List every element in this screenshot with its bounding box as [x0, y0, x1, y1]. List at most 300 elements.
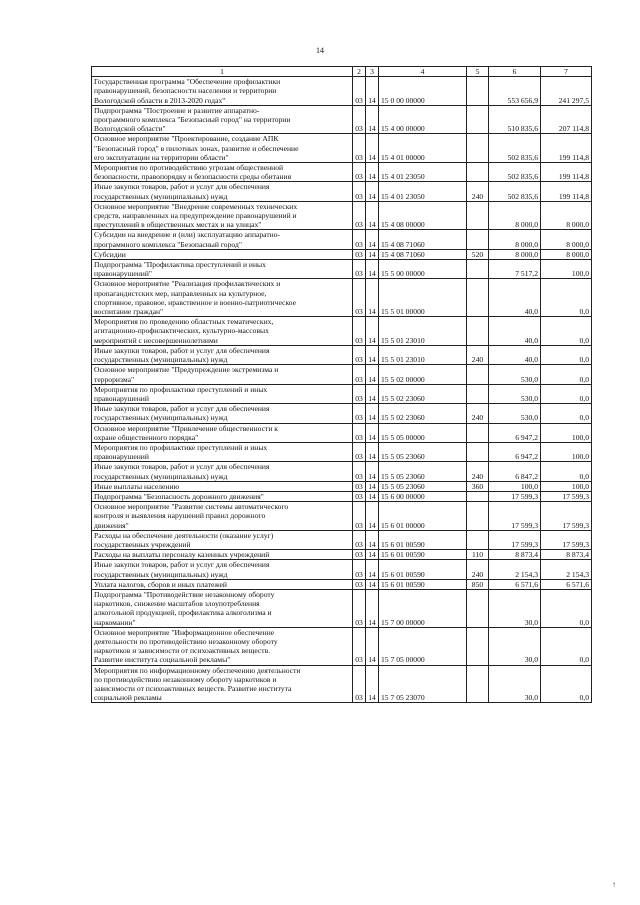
table-row	[92, 77, 592, 106]
row-name-line: государственных (муниципальных) нужд	[94, 355, 228, 365]
row-name-cell	[92, 260, 353, 279]
target-article-cell: 15 5 05 23060	[379, 462, 467, 481]
amount-2020-cell: 0,0	[541, 462, 592, 481]
subsection-code-cell: 14	[366, 462, 379, 481]
amount-2019-cell: 7 517,2	[489, 260, 541, 279]
row-name-line: Мероприятия по профилактике преступлений и иных	[94, 384, 268, 394]
table-row	[92, 627, 592, 665]
amount-2020-cell: 8 000,0	[541, 230, 592, 249]
row-name-line: наркотиков и зависимости от психоактивных веществ.	[94, 646, 271, 656]
amount-2020-cell: 6 571,6	[541, 579, 592, 589]
row-name-cell	[92, 579, 353, 589]
section-code-cell: 03	[353, 182, 366, 201]
expense-type-cell: 850	[467, 579, 489, 589]
expense-type-cell	[467, 665, 489, 703]
expense-type-cell: 240	[467, 404, 489, 423]
target-article-cell: 15 5 01 00000	[379, 279, 467, 317]
amount-2019-cell: 40,0	[489, 317, 541, 346]
row-name-line: охране общественного порядка"	[94, 432, 199, 442]
subsection-code-cell: 14	[366, 481, 379, 491]
row-name-line: терроризма"	[94, 374, 135, 384]
section-code-cell: 03	[353, 260, 366, 279]
table-row	[92, 462, 592, 481]
row-name-line: по противодействию незаконному обороту наркотиков и	[94, 674, 277, 684]
row-name-line: государственных (муниципальных) нужд	[94, 413, 228, 423]
expense-type-cell	[467, 365, 489, 384]
row-name-cell	[92, 462, 353, 481]
row-name-cell	[92, 530, 353, 549]
target-article-cell: 15 5 01 23010	[379, 345, 467, 364]
expense-type-cell	[467, 491, 489, 501]
table-row	[92, 345, 592, 364]
expense-type-cell	[467, 201, 489, 230]
header-row	[92, 67, 592, 77]
target-article-cell: 15 6 01 00590	[379, 579, 467, 589]
table-row	[92, 423, 592, 442]
row-name-line: Основное мероприятие "Внедрение современных технических	[94, 201, 298, 211]
table-row	[92, 665, 592, 703]
target-article-cell: 15 5 05 23060	[379, 481, 467, 491]
row-name	[94, 492, 350, 501]
section-code-cell: 03	[353, 384, 366, 403]
row-name-cell	[92, 404, 353, 423]
subsection-code-cell: 14	[366, 77, 379, 106]
row-name	[94, 580, 350, 589]
row-name-line: средств, направленных на предупреждение правонарушений и	[94, 211, 297, 221]
amount-2019-cell: 2 154,3	[489, 560, 541, 579]
amount-2020-cell: 0,0	[541, 279, 592, 317]
row-name-line: Основное мероприятие "Информационное обеспечение	[94, 627, 275, 637]
row-name-line: контроля и выявления нарушений правил дорожного	[94, 511, 266, 521]
subsection-code-cell: 14	[366, 423, 379, 442]
amount-2020-cell: 0,0	[541, 589, 592, 627]
row-name	[94, 385, 350, 403]
row-name-line: Подпрограмма "Профилактика преступлений и иных	[94, 260, 266, 270]
section-code-cell: 03	[353, 163, 366, 182]
amount-2019-cell: 8 000,0	[489, 249, 541, 259]
expense-type-cell	[467, 442, 489, 461]
row-name-cell	[92, 491, 353, 501]
amount-2020-cell: 100,0	[541, 423, 592, 442]
section-code-cell: 03	[353, 665, 366, 703]
amount-2020-cell: 199 114,8	[541, 163, 592, 182]
amount-2019-cell: 8 000,0	[489, 230, 541, 249]
subsection-code-cell: 14	[366, 665, 379, 703]
row-name	[94, 250, 350, 259]
row-name-line: Иные выплаты населению	[94, 481, 180, 491]
page-number: 14	[316, 46, 324, 55]
amount-2020-cell: 199 114,8	[541, 134, 592, 163]
expense-type-cell	[467, 627, 489, 665]
amount-2019-cell: 40,0	[489, 345, 541, 364]
row-name-cell	[92, 77, 353, 106]
row-name-line: Основное мероприятие "Реализация профилактических и	[94, 279, 281, 289]
row-name-line: правонарушений, безопасности населения и территории	[94, 86, 277, 96]
expense-type-cell: 110	[467, 550, 489, 560]
target-article-cell: 15 6 01 00590	[379, 530, 467, 549]
target-article-cell: 15 7 05 23070	[379, 665, 467, 703]
expense-type-cell	[467, 77, 489, 106]
table-row	[92, 491, 592, 501]
row-name-line: деятельности по противодействию незаконному обороту	[94, 636, 278, 646]
amount-2020-cell: 17 599,3	[541, 502, 592, 531]
row-name-cell	[92, 589, 353, 627]
header-cell: 7	[541, 67, 592, 77]
table-row	[92, 317, 592, 346]
table-row	[92, 550, 592, 560]
target-article-cell: 15 5 02 23060	[379, 384, 467, 403]
table-row	[92, 404, 592, 423]
amount-2020-cell: 0,0	[541, 665, 592, 703]
amount-2020-cell: 199 114,8	[541, 182, 592, 201]
section-code-cell: 03	[353, 442, 366, 461]
section-code-cell: 03	[353, 502, 366, 531]
amount-2020-cell: 207 114,8	[541, 105, 592, 134]
table-row	[92, 279, 592, 317]
subsection-code-cell: 14	[366, 627, 379, 665]
section-code-cell: 03	[353, 579, 366, 589]
target-article-cell: 15 6 00 00000	[379, 491, 467, 501]
row-name	[94, 560, 350, 578]
expense-type-cell: 240	[467, 462, 489, 481]
section-code-cell: 03	[353, 589, 366, 627]
row-name-line: программного комплекса "Безопасный город"	[94, 239, 242, 249]
budget-table	[91, 66, 592, 703]
amount-2019-cell: 100,0	[489, 481, 541, 491]
row-name	[94, 531, 350, 549]
row-name-line: правонарушений	[94, 393, 149, 403]
row-name-cell	[92, 163, 353, 182]
target-article-cell: 15 7 05 00000	[379, 627, 467, 665]
row-name	[94, 163, 350, 181]
row-name-cell	[92, 279, 353, 317]
subsection-code-cell: 14	[366, 279, 379, 317]
row-name	[94, 666, 350, 703]
row-name-line: Иные закупки товаров, работ и услуг для обеспечения	[94, 182, 270, 192]
amount-2020-cell: 8 000,0	[541, 201, 592, 230]
amount-2019-cell: 502 835,6	[489, 134, 541, 163]
row-name	[94, 134, 350, 162]
row-name-line: наркомании"	[94, 617, 136, 627]
row-name-cell	[92, 560, 353, 579]
expense-type-cell	[467, 279, 489, 317]
row-name-line: пропагандистских мер, направленных на культурное,	[94, 288, 267, 298]
row-name-line: "Безопасный город" в пилотных зонах, развитие и обеспечение	[94, 143, 299, 153]
expense-type-cell	[467, 423, 489, 442]
row-name	[94, 502, 350, 530]
row-name	[94, 77, 350, 105]
table-row	[92, 249, 592, 259]
amount-2019-cell: 530,0	[489, 365, 541, 384]
subsection-code-cell: 14	[366, 134, 379, 163]
row-name-cell	[92, 550, 353, 560]
expense-type-cell	[467, 230, 489, 249]
header-cell: 3	[366, 67, 379, 77]
expense-type-cell: 240	[467, 560, 489, 579]
row-name-line: социальной рекламы	[94, 693, 162, 703]
section-code-cell: 03	[353, 404, 366, 423]
target-article-cell: 15 6 01 00000	[379, 502, 467, 531]
subsection-code-cell: 14	[366, 365, 379, 384]
expense-type-cell	[467, 105, 489, 134]
subsection-code-cell: 14	[366, 442, 379, 461]
amount-2019-cell: 8 000,0	[489, 201, 541, 230]
target-article-cell: 15 5 02 23060	[379, 404, 467, 423]
row-name-line: государственных (муниципальных) нужд	[94, 471, 228, 481]
amount-2020-cell: 0,0	[541, 627, 592, 665]
section-code-cell: 03	[353, 491, 366, 501]
table-row	[92, 105, 592, 134]
table-row	[92, 589, 592, 627]
expense-type-cell	[467, 134, 489, 163]
amount-2019-cell: 30,0	[489, 589, 541, 627]
table-row	[92, 530, 592, 549]
amount-2020-cell: 2 154,3	[541, 560, 592, 579]
amount-2019-cell: 8 873,4	[489, 550, 541, 560]
subsection-code-cell: 14	[366, 201, 379, 230]
expense-type-cell	[467, 589, 489, 627]
header-cell: 1	[92, 67, 353, 77]
subsection-code-cell: 14	[366, 502, 379, 531]
target-article-cell: 15 5 05 00000	[379, 423, 467, 442]
subsection-code-cell: 14	[366, 560, 379, 579]
row-name-line: государственных (муниципальных) нужд	[94, 569, 228, 579]
row-name-line: движения"	[94, 520, 129, 530]
row-name	[94, 628, 350, 665]
subsection-code-cell: 14	[366, 404, 379, 423]
amount-2019-cell: 30,0	[489, 665, 541, 703]
header-cell: 6	[489, 67, 541, 77]
target-article-cell: 15 0 00 00000	[379, 77, 467, 106]
table-row	[92, 163, 592, 182]
row-name-cell	[92, 481, 353, 491]
row-name	[94, 424, 350, 442]
row-name-cell	[92, 665, 353, 703]
amount-2020-cell: 100,0	[541, 481, 592, 491]
row-name-cell	[92, 249, 353, 259]
row-name-cell	[92, 105, 353, 134]
amount-2019-cell: 40,0	[489, 279, 541, 317]
table-row	[92, 560, 592, 579]
amount-2020-cell: 17 599,3	[541, 491, 592, 501]
amount-2020-cell: 17 599,3	[541, 530, 592, 549]
row-name-line: Иные закупки товаров, работ и услуг для обеспечения	[94, 560, 270, 570]
table-row	[92, 384, 592, 403]
amount-2020-cell: 8 000,0	[541, 249, 592, 259]
amount-2019-cell: 30,0	[489, 627, 541, 665]
row-name-line: Расходы на выплаты персоналу казенных учреждений	[94, 550, 270, 560]
table-row	[92, 230, 592, 249]
scan-edge-mark: ↑	[612, 880, 616, 889]
section-code-cell: 03	[353, 105, 366, 134]
row-name-line: Основное мероприятие "Привлечение общественности к	[94, 423, 278, 433]
amount-2020-cell: 0,0	[541, 384, 592, 403]
target-article-cell: 15 5 02 00000	[379, 365, 467, 384]
target-article-cell: 15 4 01 23050	[379, 182, 467, 201]
row-name	[94, 550, 350, 559]
expense-type-cell: 520	[467, 249, 489, 259]
row-name-line: Вологодской области"	[94, 124, 166, 134]
table-row	[92, 134, 592, 163]
section-code-cell: 03	[353, 560, 366, 579]
amount-2020-cell: 241 297,5	[541, 77, 592, 106]
table-row	[92, 365, 592, 384]
row-name-line: зависимости от психоактивных веществ. Развитие института	[94, 684, 292, 693]
section-code-cell: 03	[353, 134, 366, 163]
amount-2019-cell: 17 599,3	[489, 491, 541, 501]
target-article-cell: 15 4 08 71060	[379, 249, 467, 259]
header-cell: 4	[379, 67, 467, 77]
section-code-cell: 03	[353, 201, 366, 230]
amount-2019-cell: 530,0	[489, 384, 541, 403]
row-name-line: Мероприятия по проведению областных тематических,	[94, 317, 274, 327]
subsection-code-cell: 14	[366, 530, 379, 549]
row-name-line: государственных (муниципальных) нужд	[94, 191, 228, 201]
expense-type-cell: 240	[467, 182, 489, 201]
section-code-cell: 03	[353, 481, 366, 491]
subsection-code-cell: 14	[366, 317, 379, 346]
amount-2019-cell: 502 835,6	[489, 182, 541, 201]
row-name-line: Вологодской области в 2013-2020 годах"	[94, 95, 226, 105]
amount-2019-cell: 502 835,6	[489, 163, 541, 182]
row-name-line: правонарушений"	[94, 269, 152, 279]
row-name-line: Мероприятия по информационному обеспечению деятельности	[94, 665, 301, 675]
row-name-line: Государственная программа "Обеспечение профилактики	[94, 77, 281, 87]
row-name-line: Подпрограмма "Противодействие незаконному обороту	[94, 589, 275, 599]
row-name	[94, 317, 350, 345]
section-code-cell: 03	[353, 423, 366, 442]
row-name-cell	[92, 384, 353, 403]
row-name-line: Подпрограмма "Построение и развитие аппаратно-	[94, 105, 260, 115]
target-article-cell: 15 4 01 23050	[379, 163, 467, 182]
amount-2020-cell: 100,0	[541, 442, 592, 461]
target-article-cell: 15 4 08 71060	[379, 230, 467, 249]
table-row	[92, 260, 592, 279]
amount-2019-cell: 17 599,3	[489, 502, 541, 531]
amount-2019-cell: 6 947,2	[489, 423, 541, 442]
row-name-line: Основное мероприятие "Предупреждение экстремизма и	[94, 365, 279, 375]
header-cell: 2	[353, 67, 366, 77]
header-cell: 5	[467, 67, 489, 77]
row-name	[94, 346, 350, 364]
row-name-cell	[92, 230, 353, 249]
row-name-cell	[92, 365, 353, 384]
amount-2020-cell: 8 873,4	[541, 550, 592, 560]
amount-2019-cell: 6 571,6	[489, 579, 541, 589]
row-name-line: Мероприятия по противодействию угрозам общественной	[94, 163, 284, 173]
target-article-cell: 15 6 01 00590	[379, 560, 467, 579]
row-name-cell	[92, 134, 353, 163]
target-article-cell: 15 4 01 00000	[379, 134, 467, 163]
row-name-line: алкогольной продукцией, профилактика алкоголизма и	[94, 608, 272, 618]
expense-type-cell: 240	[467, 345, 489, 364]
amount-2020-cell: 0,0	[541, 317, 592, 346]
row-name-line: Основное мероприятие "Развитие системы автоматического	[94, 502, 289, 512]
row-name-line: Иные закупки товаров, работ и услуг для обеспечения	[94, 404, 270, 414]
table-row	[92, 442, 592, 461]
row-name-line: программного комплекса "Безопасный город" на территории	[94, 115, 291, 125]
section-code-cell: 03	[353, 317, 366, 346]
row-name-cell	[92, 627, 353, 665]
expense-type-cell	[467, 317, 489, 346]
row-name-line: Субсидии на внедрение и (или) эксплуатацию аппаратно-	[94, 230, 281, 240]
subsection-code-cell: 14	[366, 105, 379, 134]
row-name-line: Развитие института социальной рекламы"	[94, 655, 231, 665]
subsection-code-cell: 14	[366, 230, 379, 249]
row-name	[94, 106, 350, 134]
section-code-cell: 03	[353, 77, 366, 106]
row-name-line: спортивное, правовое, нравственное и военно-патриотическое	[94, 297, 296, 307]
subsection-code-cell: 14	[366, 260, 379, 279]
row-name-line: наркотиков, снижение масштабов злоупотребления	[94, 599, 260, 609]
expense-type-cell: 360	[467, 481, 489, 491]
table-body	[92, 67, 592, 703]
row-name-line: Подпрограмма "Безопасность дорожного движения"	[94, 491, 264, 501]
section-code-cell: 03	[353, 230, 366, 249]
expense-type-cell	[467, 502, 489, 531]
subsection-code-cell: 14	[366, 550, 379, 560]
subsection-code-cell: 14	[366, 182, 379, 201]
row-name	[94, 590, 350, 627]
section-code-cell: 03	[353, 530, 366, 549]
row-name-line: Субсидии	[94, 249, 126, 259]
row-name	[94, 279, 350, 316]
expense-type-cell	[467, 163, 489, 182]
row-name	[94, 202, 350, 230]
row-name-line: Уплата налогов, сборов и иных платежей	[94, 579, 227, 589]
expense-type-cell	[467, 260, 489, 279]
row-name-cell	[92, 345, 353, 364]
row-name-line: Расходы на обеспечение деятельности (оказание услуг)	[94, 530, 274, 540]
row-name-line: агитационно-профилактических, культурно-массовых	[94, 326, 269, 336]
amount-2020-cell: 100,0	[541, 260, 592, 279]
amount-2019-cell: 510 835,6	[489, 105, 541, 134]
table-row	[92, 481, 592, 491]
target-article-cell: 15 5 05 23060	[379, 442, 467, 461]
row-name	[94, 443, 350, 461]
subsection-code-cell: 14	[366, 589, 379, 627]
row-name	[94, 462, 350, 480]
subsection-code-cell: 14	[366, 249, 379, 259]
section-code-cell: 03	[353, 345, 366, 364]
row-name-line: правонарушений	[94, 452, 149, 462]
target-article-cell: 15 4 00 00000	[379, 105, 467, 134]
section-code-cell: 03	[353, 627, 366, 665]
table-row	[92, 201, 592, 230]
target-article-cell: 15 5 01 23010	[379, 317, 467, 346]
subsection-code-cell: 14	[366, 491, 379, 501]
expense-type-cell	[467, 384, 489, 403]
row-name-line: безопасности, правопорядку и безопасности среды обитания	[94, 172, 292, 182]
row-name	[94, 365, 350, 383]
row-name-line: Иные закупки товаров, работ и услуг для обеспечения	[94, 462, 270, 472]
amount-2020-cell: 0,0	[541, 365, 592, 384]
row-name	[94, 404, 350, 422]
row-name-cell	[92, 423, 353, 442]
row-name	[94, 260, 350, 278]
section-code-cell: 03	[353, 462, 366, 481]
amount-2019-cell: 530,0	[489, 404, 541, 423]
row-name-cell	[92, 201, 353, 230]
table-row	[92, 182, 592, 201]
row-name-line: преступлений в общественных местах и на улицах"	[94, 220, 262, 230]
row-name-line: воспитание граждан"	[94, 307, 164, 317]
row-name-line: мероприятий с несовершеннолетними	[94, 335, 218, 345]
target-article-cell: 15 5 00 00000	[379, 260, 467, 279]
subsection-code-cell: 14	[366, 384, 379, 403]
row-name-line: Основное мероприятие "Проектирование, создание АПК	[94, 134, 279, 144]
target-article-cell: 15 4 08 00000	[379, 201, 467, 230]
